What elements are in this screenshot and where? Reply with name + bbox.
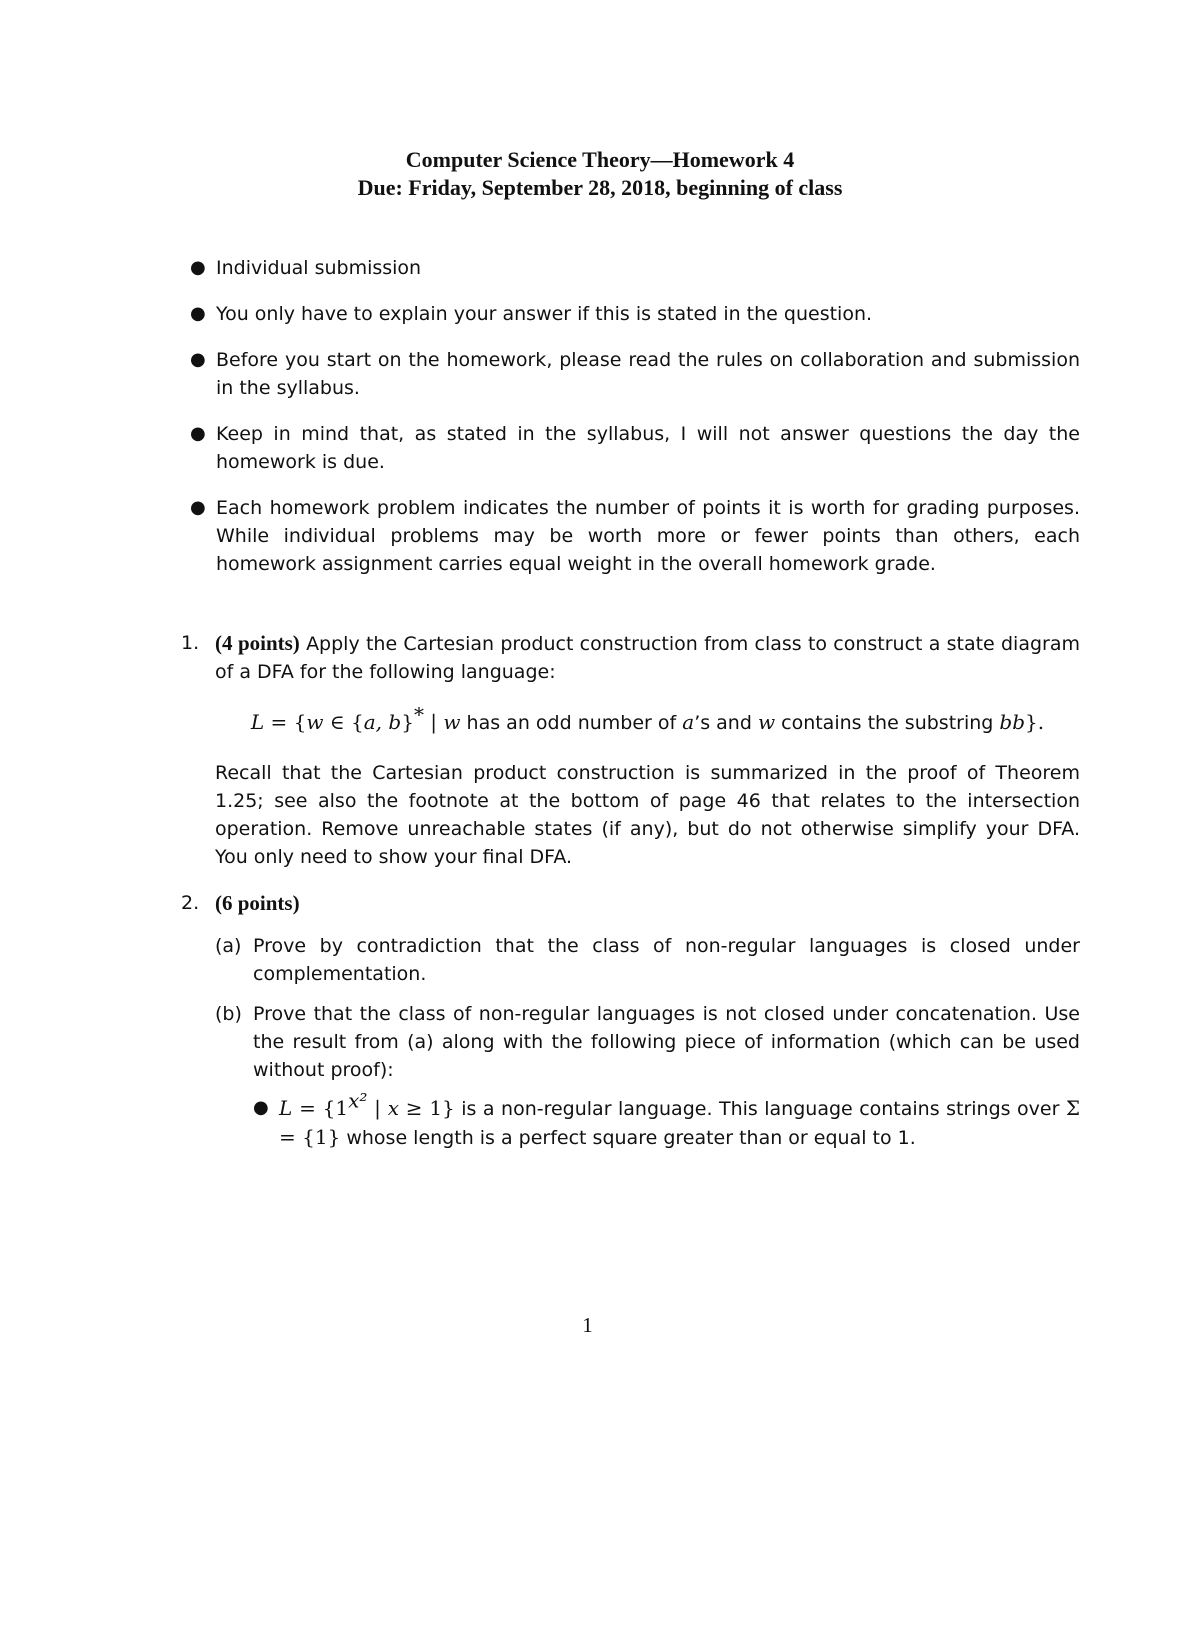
bullet-icon: ●: [190, 257, 206, 278]
bullet-icon: ●: [190, 423, 206, 444]
instruction-item: ● Individual submission: [190, 254, 1080, 282]
question-number: 2.: [181, 892, 200, 914]
language-formula: L = {w ∈ {a, b}* | w has an odd number of a’s and w contains the substring bb}.: [250, 702, 1045, 734]
question-part-a: [215, 932, 1080, 988]
instruction-item: ● Before you start on the homework, please read the rules on collaboration and submission in the syllabus.: [190, 346, 1080, 402]
fact-list: [253, 1088, 1080, 1152]
part-label: (a): [215, 935, 242, 957]
question-1: [181, 629, 1080, 871]
bullet-icon: ●: [253, 1097, 269, 1118]
question-prompt: Apply the Cartesian product construction from class to construct a state diagram of a DFA for the following language:: [215, 633, 1080, 683]
part-text: Prove by contradiction that the class of non-regular languages is closed under complementation.: [253, 935, 1080, 985]
document-title: Computer Science Theory—Homework 4: [405, 147, 795, 172]
question-number: 1.: [181, 632, 200, 654]
bullet-icon: ●: [190, 497, 206, 518]
page-number: 1: [582, 1313, 593, 1337]
fact-item: ● $L = \{1^{x^2}$ | x ≥ 1} is a non-regular language. This language contains strings over Σ = {1} whose length is a perfect square greater than or equal to 1.: [253, 1088, 1080, 1149]
bullet-icon: ●: [190, 303, 206, 324]
due-date: Due: Friday, September 28, 2018, beginning of class: [357, 175, 843, 200]
part-label: (b): [215, 1003, 242, 1025]
document-header: [0, 146, 1200, 202]
question-points: (6 points): [215, 891, 300, 915]
question-points: (4 points): [215, 631, 300, 655]
part-text: Prove that the class of non-regular languages is not closed under concatenation. Use the result from (a) along with the following piece of information (which can be used without proof):: [253, 1003, 1080, 1081]
instruction-item: ● You only have to explain your answer if this is stated in the question.: [190, 300, 1080, 328]
bullet-icon: ●: [190, 349, 206, 370]
question-part-b: [215, 1000, 1080, 1152]
instruction-item: ● Each homework problem indicates the number of points it is worth for grading purposes. While individual problems may be worth more or fewer points than others, each homework assignment carries equal weight in the overall homework grade.: [190, 494, 1080, 578]
question-parts: [215, 932, 1080, 1152]
instructions-list: [190, 254, 1080, 596]
question-note: Recall that the Cartesian product construction is summarized in the proof of Theorem 1.25; see also the footnote at the bottom of page 46 that relates to the intersection operation. Remove unreachable states (if any), but do not otherwise simplify your DFA. You only need to show your final DFA.: [215, 762, 1080, 868]
instruction-item: ● Keep in mind that, as stated in the syllabus, I will not answer questions the day the homework is due.: [190, 420, 1080, 476]
question-2: [181, 889, 1080, 1164]
